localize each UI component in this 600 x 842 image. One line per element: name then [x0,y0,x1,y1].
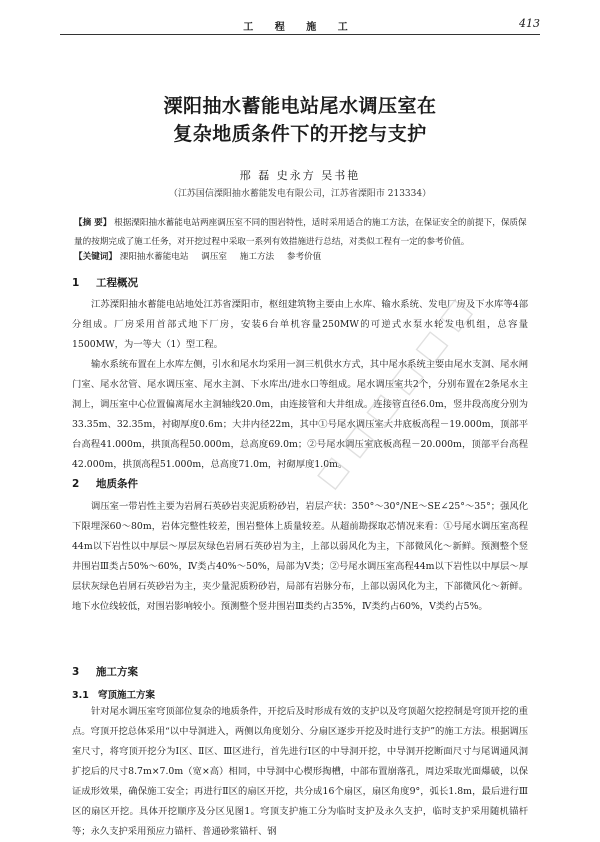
subsection-title: 穹顶施工方案 [98,690,156,701]
section-number: 2 [72,478,80,490]
affiliation: （江苏国信溧阳抽水蓄能发电有限公司，江苏省溧阳市 213334） [168,189,432,199]
subsection-heading-3-1 [72,687,155,701]
journal-section-name: 工 程 施 工 [243,22,357,33]
keywords-label: 【关键词】 [74,252,117,262]
section-heading-2 [72,476,138,491]
section-number: 3 [72,666,80,678]
abstract-text: 根据溧阳抽水蓄能电站两座调压室不同的围岩特性，适时采用适合的施工方法，在保证安全的前提下，保质保量的按期完成了施工任务，对开挖过程中采取一系列有效措施进行总结，对类似工程有一定的参考价值。 [74,218,527,247]
article-title-line-2: 复杂地质条件下的开挖与支护 [173,123,427,145]
keyword: 调压室 [201,252,228,262]
paragraph: 江苏溧阳抽水蓄能电站地处江苏省溧阳市，枢纽建筑物主要由上水库、输水系统、发电厂房及下水库等4部分组成。厂房采用首部式地下厂房，安装6台单机容量250MW的可逆式水泵水轮发电机组，总容量1500MW，为一等大（1）型工程。 [72,299,528,350]
header-rule [60,34,540,35]
author-list: 邢 磊 史永方 吴书艳 [239,169,361,182]
section-heading-3 [72,664,138,679]
paragraph: 针对尾水调压室穹顶部位复杂的地质条件，开挖后及时形成有效的支护以及穹顶超欠挖控制是穹顶开挖的重点。穹顶开挖总体采用“以中导洞进入，两侧以角度划分、分扇区逐步开挖及时进行支护”的施工方法。根据调压室尺寸，将穹顶开挖分为Ⅰ区、Ⅱ区、Ⅲ区进行，首先进行Ⅰ区的中导洞开挖，中导洞开挖断面尺寸与尾调通风洞扩挖后的尺寸8.7m×7.0m（宽×高）相同，中导洞中心楔形掏槽，中部布置崩落孔，周边采取光面爆破，以保证成形效果，确保施工安全；再进行Ⅱ区的扇区开挖，共分成16个扇区，扇区角度9°，弧长1.8m，最后进行Ⅲ区的扇区开挖。具体开挖顺序及分区见图1。穹顶支护施工分为临时支护及永久支护，临时支护采用随机锚杆等；永久支护采用预应力锚杆、普通砂浆锚杆、钢 [72,706,528,837]
running-head [60,16,540,38]
keywords [74,250,528,262]
section-number: 1 [72,277,80,289]
keyword: 参考价值 [286,252,322,262]
page-number: 413 [519,17,540,30]
subsection-number: 3.1 [72,690,89,701]
article-title-line-1: 溧阳抽水蓄能电站尾水调压室在 [163,95,437,117]
section-title: 工程概况 [96,277,138,289]
section-title: 地质条件 [96,478,138,490]
paragraph: 输水系统布置在上水库左侧，引水和尾水均采用一洞三机供水方式，其中尾水系统主要由尾水支洞、尾水闸门室、尾水岔管、尾水调压室、尾水主洞、下水库出/进水口等组成。尾水调压室共2个，分别布置在2条尾水主洞上，调压室中心位置偏离尾水主洞轴线20.0m，由连接管和大井组成。连接管直径6.0m，竖井段高度分别为33.35m、32.35m，衬砌厚度0.6m；大井内径22m，其中①号尾水调压室大井底板高程－19.000m，顶部平台高程41.000m，拱顶高程50.000m，总高度69.0m；②号尾水调压室底板高程－20.000m，顶部平台高程42.000m，拱顶高程51.000m，总高度71.0m，衬砌厚度1.0m。 [72,359,528,470]
abstract [74,214,528,252]
abstract-label: 【摘 要】 [74,218,112,228]
section-heading-1 [72,275,138,290]
section-title: 施工方案 [96,666,138,678]
keyword: 溧阳抽水蓄能电站 [119,252,189,262]
keyword: 施工方法 [239,252,275,262]
paragraph: 调压室一带岩性主要为岩屑石英砂岩夹泥质粉砂岩，岩层产状：350°～30°/NE～SE∠25°～35°；强风化下限埋深60～80m，岩体完整性较差，围岩整体上质量较差。从超前勘探取芯情况来看：①号尾水调压室高程44m以下岩性以中厚层～厚层灰绿色岩屑石英砂岩为主，上部以弱风化为主，下部微风化～新鲜。预测整个竖井围岩Ⅲ类占50%～60%，Ⅳ类占40%～50%，局部为Ⅴ类；②号尾水调压室高程44m以下岩性以中厚层～厚层状灰绿色岩屑石英砂岩为主，夹少量泥质粉砂岩，局部有岩脉分布，上部以弱风化为主，下部微风化～新鲜。地下水位线较低，对围岩影响较小。预测整个竖井围岩Ⅲ类约占35%，Ⅳ类约占60%，Ⅴ类约占5%。 [72,501,528,612]
